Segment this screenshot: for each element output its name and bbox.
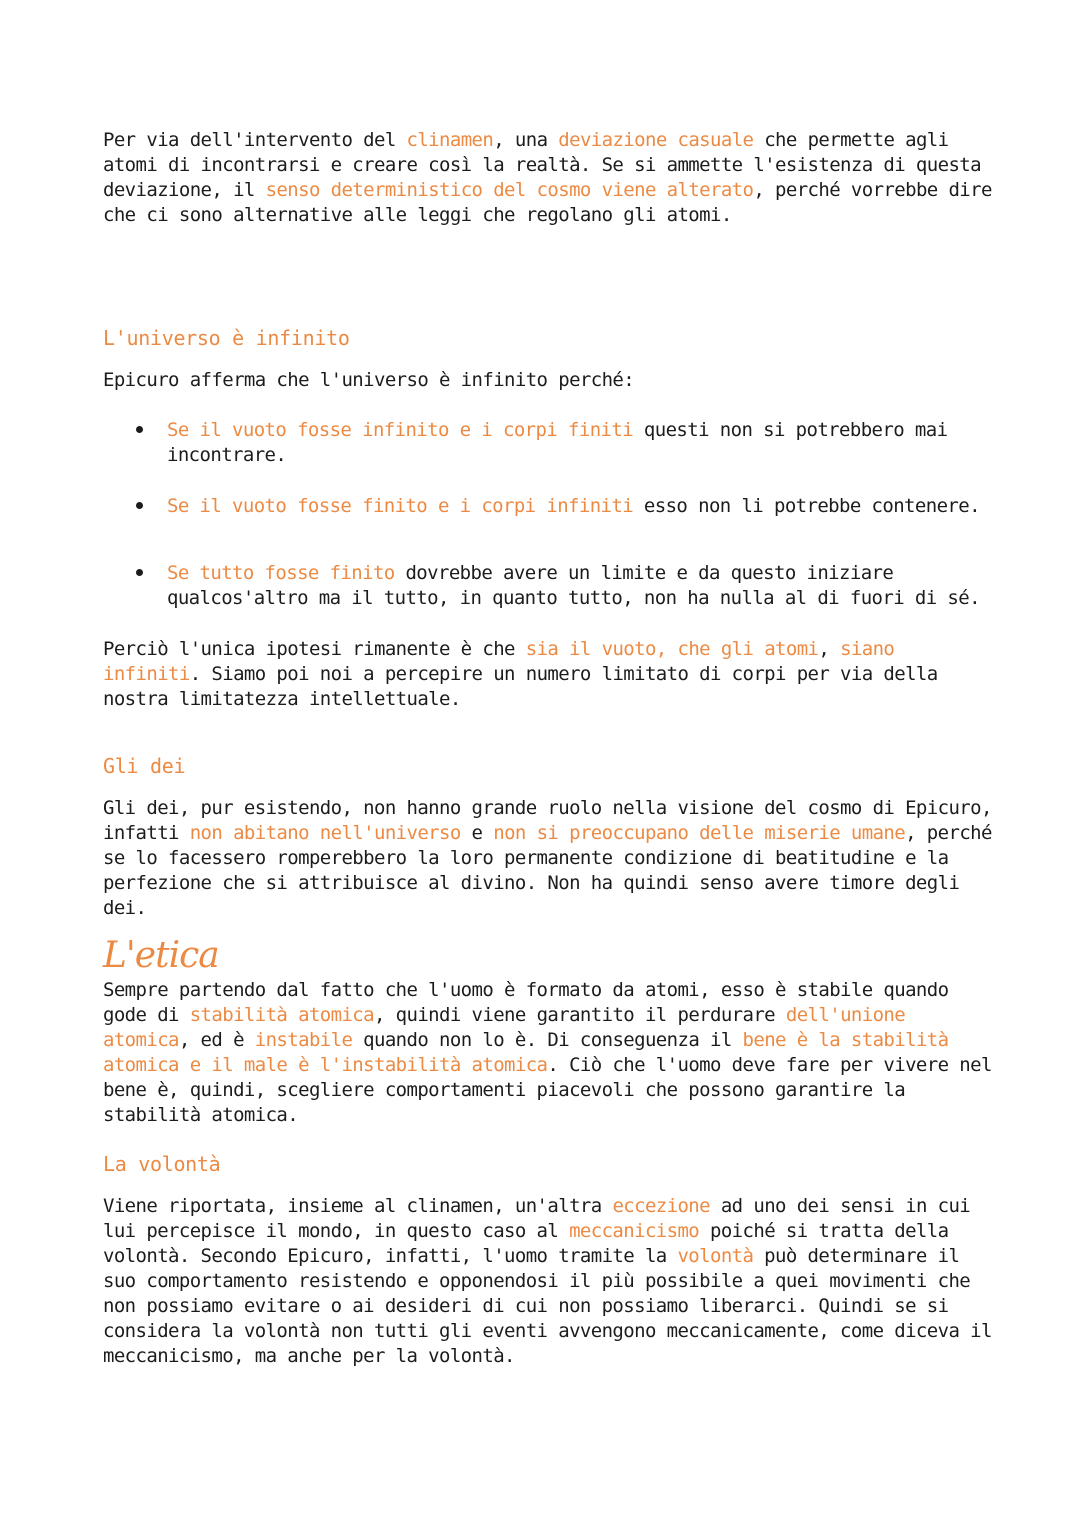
highlight-clinamen: clinamen — [406, 129, 494, 151]
universo-conclusion: Perciò l'unica ipotesi rimanente è che sia il vuoto, che gli atomi, siano infiniti. Siamo poi noi a percepire un numero limitato di corpi per via della nostra limitatezza intellettuale. — [103, 638, 938, 710]
document-page — [103, 128, 993, 1369]
highlight-deviazione-casuale: deviazione casuale — [558, 129, 754, 151]
heading-la-volonta: La volontà — [103, 1152, 221, 1176]
list-item: Se tutto fosse finito dovrebbe avere un limite e da questo iniziare qualcos'altro ma il tutto, in quanto tutto, non ha nulla al di fuori di sé. — [103, 561, 993, 611]
etica-paragraph: Sempre partendo dal fatto che l'uomo è formato da atomi, esso è stabile quando gode di stabilità atomica, quindi viene garantito il perdurare dell'unione atomica, ed è instabile quando non lo è. Di conseguenza il bene è la stabilità atomica e il male è l'instabilità atomica. Ciò che l'uomo deve fare per vivere nel bene è, quindi, scegliere comportamenti piacevoli che possono garantire la stabilità atomica. — [103, 979, 992, 1126]
heading-universo-infinito: L'universo è infinito — [103, 326, 350, 350]
universo-lead: Epicuro afferma che l'universo è infinito perché: — [103, 369, 635, 391]
intro-paragraph: Per via dell'intervento del clinamen, una deviazione casuale che permette agli atomi di incontrarsi e creare così la realtà. Se si ammette l'esistenza di questa deviazione, il senso deterministico del cosmo viene alterato, perché vorrebbe dire che ci sono alternative alle leggi che regolano gli atomi. — [103, 129, 992, 226]
volonta-paragraph: Viene riportata, insieme al clinamen, un'altra eccezione ad uno dei sensi in cui lui percepisce il mondo, in questo caso al meccanicismo poiché si tratta della volontà. Secondo Epicuro, infatti, l'uomo tramite la volontà può determinare il suo comportamento resistendo e opponendosi il più possibile a quei movimenti che non possiamo evitare o ai desideri di cui non possiamo liberarci. Quindi se si considera la volontà non tutti gli eventi avvengono meccanicamente, come diceva il meccanicismo, ma anche per la volontà. — [103, 1195, 992, 1367]
bullet-dot-icon — [136, 426, 143, 433]
bullet-dot-icon — [136, 569, 143, 576]
list-item: Se il vuoto fosse finito e i corpi infiniti esso non li potrebbe contenere. — [103, 494, 993, 519]
bullet-dot-icon — [136, 502, 143, 509]
dei-paragraph: Gli dei, pur esistendo, non hanno grande ruolo nella visione del cosmo di Epicuro, infatti non abitano nell'universo e non si preoccupano delle miserie umane, perché se lo facessero romperebbero la loro permanente condizione di beatitudine e la perfezione che si attribuisce al divino. Non ha quindi senso avere timore degli dei. — [103, 797, 992, 919]
highlight-senso-deterministico: senso deterministico del cosmo viene alterato — [265, 179, 754, 201]
list-item: Se il vuoto fosse infinito e i corpi finiti questi non si potrebbero mai incontrare. — [103, 418, 993, 468]
heading-gli-dei: Gli dei — [103, 754, 186, 778]
universo-bullet-list — [103, 418, 993, 611]
heading-etica: L'etica — [103, 935, 219, 976]
